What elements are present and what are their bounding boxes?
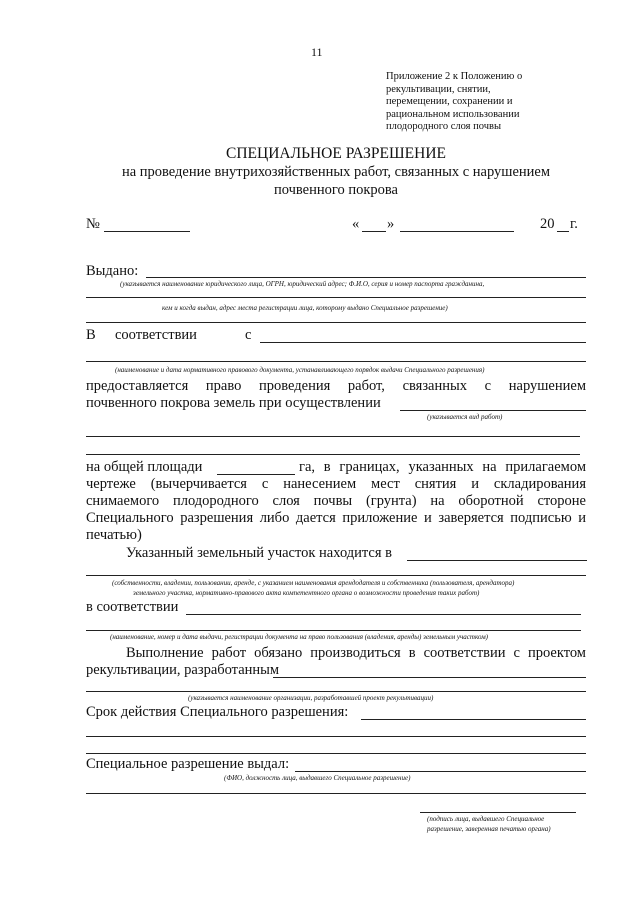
hint-signature: (подпись лица, выдавшего Специальное — [427, 815, 545, 823]
number-field[interactable] — [104, 231, 190, 232]
area-prefix: на общей площади — [86, 459, 203, 475]
paragraph-line: печатью) — [86, 527, 142, 543]
plot-location-field[interactable] — [407, 560, 587, 561]
accordance-word: В — [86, 327, 96, 343]
plot-location-label: Указанный земельный участок находится в — [126, 545, 393, 561]
day-field[interactable] — [362, 231, 386, 232]
hint-ownership: (собственности, владении, пользовании, аренде, с указанием наименования арендодателя и собственника (пользователя, арендатора) — [112, 579, 515, 587]
appendix-note — [386, 71, 522, 134]
year-suffix: г. — [570, 216, 578, 232]
validity-field-2[interactable] — [86, 736, 586, 737]
validity-field-3[interactable] — [86, 753, 586, 754]
appendix-line: рациональном использовании — [386, 108, 520, 120]
appendix-line: перемещении, сохранении и — [386, 96, 513, 107]
document-title: СПЕЦИАЛЬНОЕ РАЗРЕШЕНИЕ — [226, 145, 446, 162]
legal-document-field[interactable] — [260, 342, 586, 343]
date-quote-open: « — [352, 216, 360, 232]
project-line: Выполнение работ обязано производиться в соответствии с проектом — [126, 645, 586, 661]
issued-to-field[interactable] — [146, 277, 586, 278]
issued-to-field-3[interactable] — [86, 322, 586, 323]
project-developer-field-2[interactable] — [86, 691, 586, 692]
year-field[interactable] — [557, 231, 569, 232]
paragraph-line: Специального разрешения либо дается приложение и заверяется подписью и — [86, 510, 586, 526]
appendix-line: Приложение 2 к Положению о — [386, 71, 523, 82]
page-number: 11 — [311, 45, 323, 59]
registration-field-2[interactable] — [86, 630, 581, 631]
right-granted-line: предоставляется право проведения работ, связанных с нарушением — [86, 378, 586, 394]
hint-project: (указывается наименование организации, разработавшей проект рекультивации) — [188, 694, 434, 702]
issuer-field-2[interactable] — [86, 793, 586, 794]
work-type-field[interactable] — [400, 410, 586, 411]
paragraph-line: снимаемого плодородного слоя почвы (грунта) на оборотной стороне — [86, 493, 586, 509]
work-type-field-3[interactable] — [86, 454, 580, 455]
year-prefix: 20 — [540, 216, 555, 232]
hint-ownership: земельного участка, нормативно-правового акта компетентного органа о возможности проведения таких работ) — [133, 589, 480, 597]
date-quote-close: » — [387, 216, 395, 232]
accordance-word: соответствии — [115, 327, 197, 343]
hint-issuer: (ФИО, должность лица, выдавшего Специальное разрешение) — [224, 774, 411, 782]
issuer-field[interactable] — [295, 771, 586, 772]
legal-document-field-2[interactable] — [86, 361, 586, 362]
hint-issued: кем и когда выдан, адрес места регистрации лица, которому выдано Специальное разрешение) — [162, 304, 448, 312]
area-suffix: га, в границах, указанных на прилагаемом — [299, 459, 586, 475]
appendix-line: плодородного слоя почвы — [386, 121, 502, 132]
work-type-field-2[interactable] — [86, 436, 580, 437]
issued-to-field-2[interactable] — [86, 297, 586, 298]
issued-by-label: Специальное разрешение выдал: — [86, 756, 290, 772]
issued-label: Выдано: — [86, 263, 139, 279]
project-developer-field[interactable] — [273, 677, 586, 678]
in-accordance-label: в соответствии — [86, 599, 179, 615]
appendix-line: рекультивации, снятии, — [386, 83, 491, 95]
right-granted-line: почвенного покрова земель при осуществлении — [86, 395, 381, 411]
hint-document: (наименование и дата нормативного правового документа, устанавливающего порядок выдачи Специального разрешения) — [115, 366, 485, 374]
month-field[interactable] — [400, 231, 514, 232]
number-label: № — [86, 216, 100, 232]
hint-signature: разрешение, заверенная печатью органа) — [427, 825, 551, 833]
hint-registration: (наименование, номер и дата выдачи, регистрации документа на право пользования (владения, аренды) земельным участком) — [110, 633, 489, 641]
paragraph-line: чертеже (вычерчивается с нанесением мест снятия и складирования — [86, 476, 586, 492]
project-line: рекультивации, разработанным — [86, 662, 280, 678]
validity-field[interactable] — [361, 719, 586, 720]
document-subtitle: на проведение внутрихозяйственных работ, связанных с нарушением — [121, 164, 551, 180]
area-field[interactable] — [217, 474, 295, 475]
accordance-word: с — [245, 327, 252, 343]
hint-work-type: (указывается вид работ) — [427, 413, 503, 421]
validity-label: Срок действия Специального разрешения: — [86, 704, 349, 720]
document-subtitle: почвенного покрова — [273, 182, 398, 198]
hint-issued: (указывается наименование юридического лица, ОГРН, юридический адрес; Ф.И.О, серия и номер паспорта гражданина, — [120, 280, 485, 288]
signature-field[interactable] — [420, 812, 576, 813]
registration-field[interactable] — [186, 614, 581, 615]
plot-location-field-2[interactable] — [86, 575, 586, 576]
